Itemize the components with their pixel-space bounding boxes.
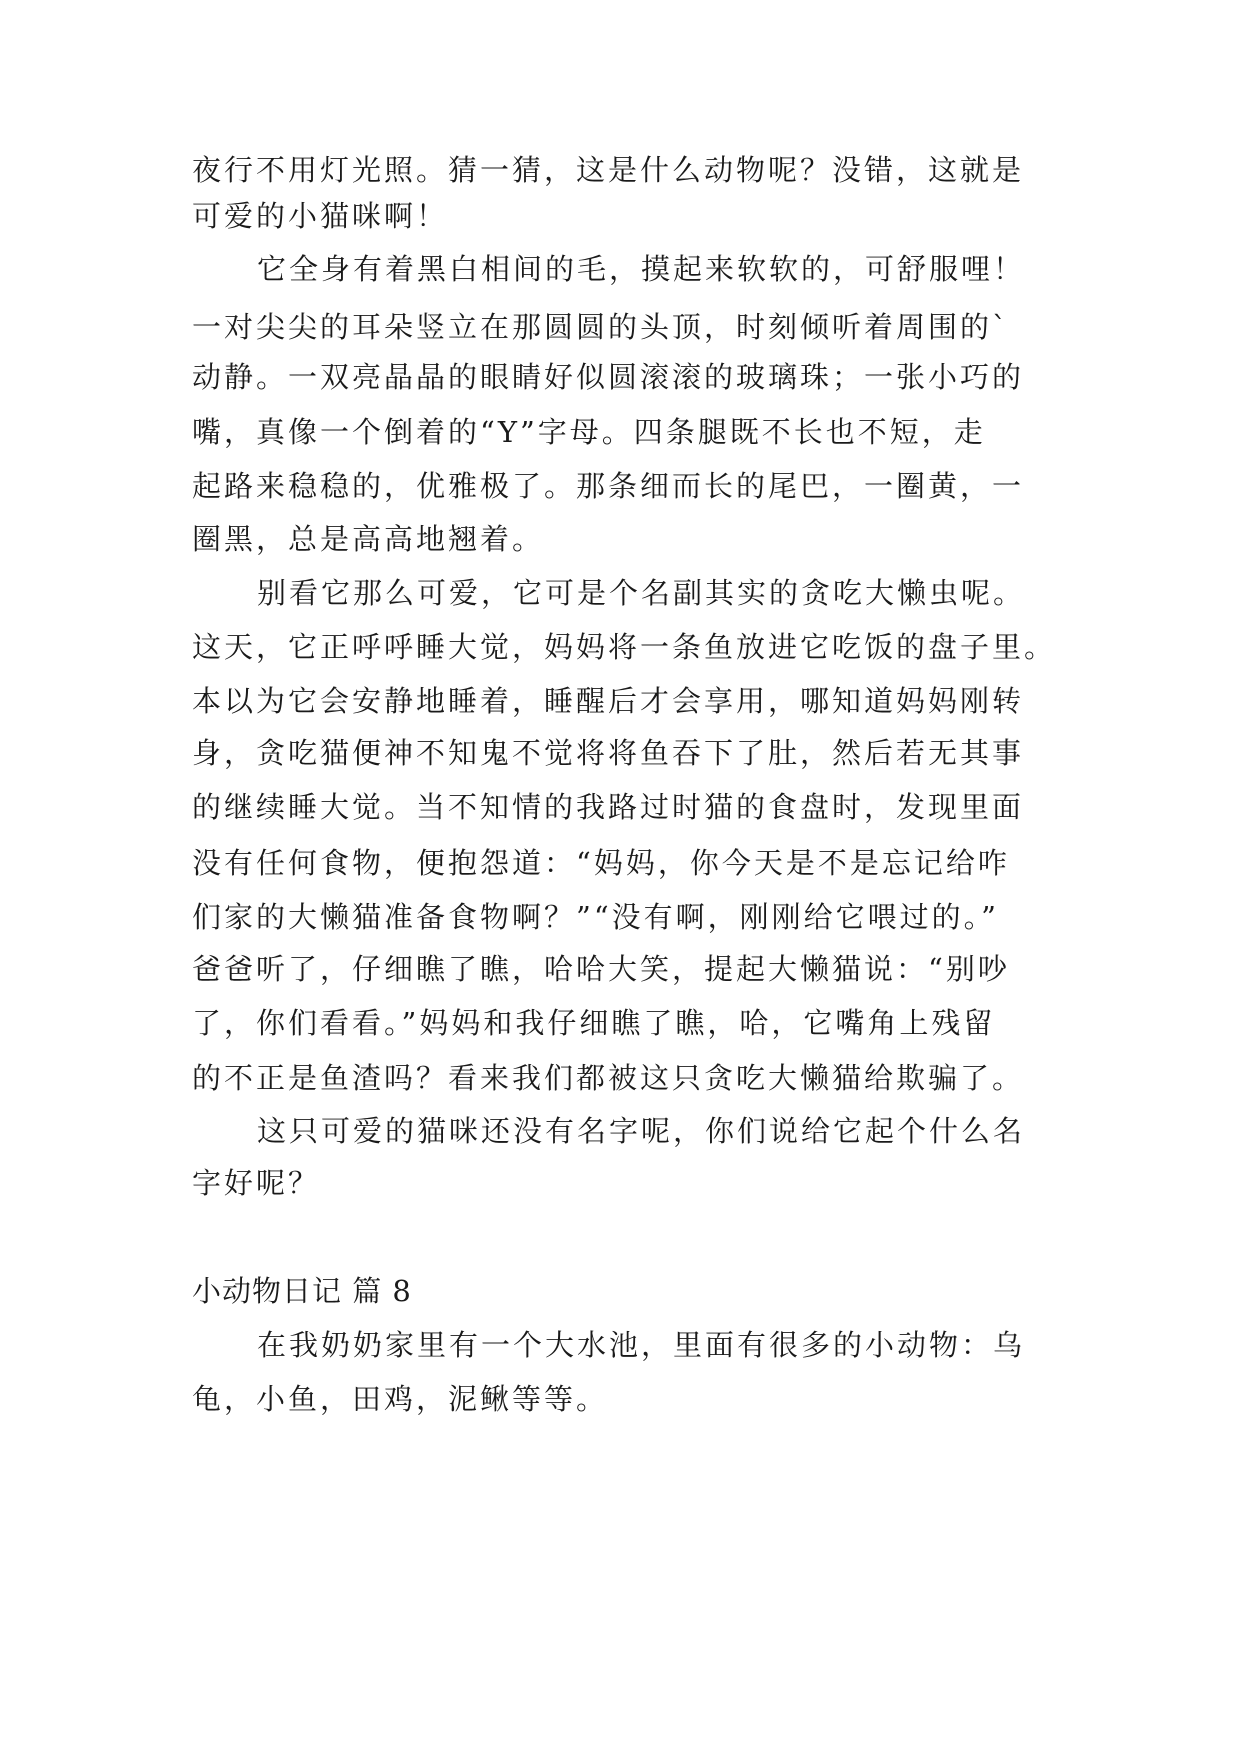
paragraph-line: 身，贪吃猫便神不知鬼不觉将将鱼吞下了肚，然后若无其事 [192,736,1025,770]
paragraph-line: 在我奶奶家里有一个大水池，里面有很多的小动物：乌 [257,1328,1026,1362]
paragraph-line: 它全身有着黑白相间的毛，摸起来软软的，可舒服哩！ [257,252,1026,286]
paragraph-line: 没有任何食物，便抱怨道：“妈妈，你今天是不是忘记给咋 [192,846,1010,880]
paragraph-line: 起路来稳稳的，优雅极了。那条细而长的尾巴，一圈黄，一 [192,469,1025,503]
paragraph-line: 了，你们看看。”妈妈和我仔细瞧了瞧，哈，它嘴角上残留 [192,1006,996,1040]
paragraph-line: 们家的大懒猫准备食物啊？”“没有啊，刚刚给它喂过的。” [192,900,999,934]
paragraph-line: 圈黑，总是高高地翘着。 [192,522,545,556]
paragraph-line: 可爱的小猫咪啊！ [192,199,449,233]
paragraph-line: 爸爸听了，仔细瞧了瞧，哈哈大笑，提起大懒猫说：“别吵 [192,952,1010,986]
paragraph-line: 这天，它正呼呼睡大觉，妈妈将一条鱼放进它吃饭的盘子里。 [192,630,1057,664]
section-heading: 小动物日记 篇 8 [192,1274,412,1308]
paragraph-line: 别看它那么可爱，它可是个名副其实的贪吃大懒虫呢。 [257,576,1026,610]
paragraph-line: 嘴，真像一个倒着的“Y”字母。四条腿既不长也不短，走 [192,415,986,449]
paragraph-line: 龟，小鱼，田鸡，泥鳅等等。 [192,1382,609,1416]
paragraph-line: 字好呢？ [192,1166,321,1200]
paragraph-line: 一对尖尖的耳朵竖立在那圆圆的头顶，时刻倾听着周围的` [192,310,1010,344]
paragraph-line: 夜行不用灯光照。猜一猜，这是什么动物呢？没错，这就是 [192,153,1025,187]
paragraph-line: 的不正是鱼渣吗？看来我们都被这只贪吃大懒猫给欺骗了。 [192,1061,1025,1095]
paragraph-line: 这只可爱的猫咪还没有名字呢，你们说给它起个什么名 [257,1114,1026,1148]
paragraph-line: 动静。一双亮晶晶的眼睛好似圆滚滚的玻璃珠；一张小巧的 [192,360,1025,394]
paragraph-line: 本以为它会安静地睡着，睡醒后才会享用，哪知道妈妈刚转 [192,684,1025,718]
paragraph-line: 的继续睡大觉。当不知情的我路过时猫的食盘时，发现里面 [192,790,1025,824]
